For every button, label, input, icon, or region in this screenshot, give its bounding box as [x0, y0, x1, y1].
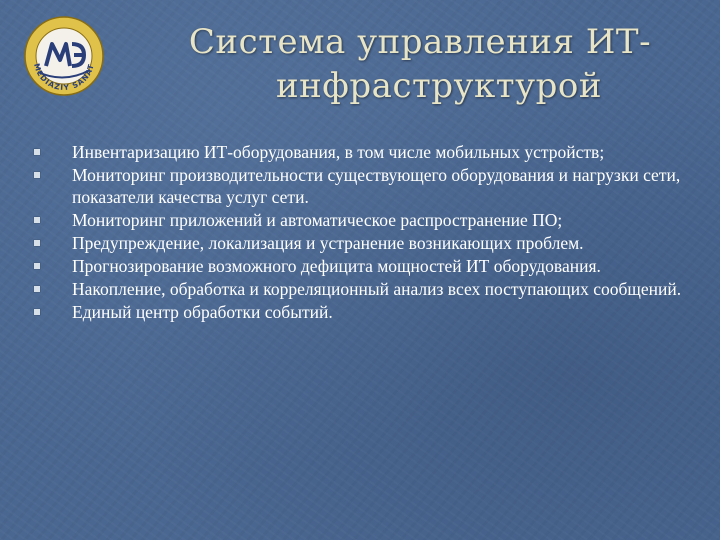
logo-ring-text: MEDIAZIY SANAT	[32, 62, 96, 93]
bullet-square-icon	[34, 263, 40, 269]
bullet-square-icon	[34, 217, 40, 223]
bullet-square-icon	[34, 149, 40, 155]
bullet-text: Мониторинг приложений и автоматическое распространение ПО;	[72, 210, 563, 230]
bullet-item	[34, 301, 694, 323]
bullet-square-icon	[34, 240, 40, 246]
bullet-text: Инвентаризацию ИТ-оборудования, в том числе мобильных устройств;	[72, 142, 605, 162]
bullet-text: Прогнозирование возможного дефицита мощностей ИТ оборудования.	[72, 256, 601, 276]
bullet-item	[34, 232, 694, 254]
slide-title	[150, 20, 690, 108]
bullet-list	[34, 141, 694, 324]
slide-title-line-1: Система управления ИТ-	[188, 22, 652, 62]
bullet-item	[34, 209, 694, 231]
bullet-text: Единый центр обработки событий.	[72, 302, 333, 322]
bullet-square-icon	[34, 286, 40, 292]
university-logo-icon	[22, 14, 106, 98]
bullet-text: Накопление, обработка и корреляционный анализ всех поступающих сообщений.	[72, 279, 682, 299]
bullet-item	[34, 141, 694, 163]
bullet-item	[34, 278, 694, 300]
bullet-square-icon	[34, 172, 40, 178]
bullet-item	[34, 255, 694, 277]
slide-title-line-2: инфраструктурой	[275, 66, 603, 106]
bullet-text: Предупреждение, локализация и устранение возникающих проблем.	[72, 233, 584, 253]
bullet-square-icon	[34, 309, 40, 315]
bullet-text: Мониторинг производительности существующего оборудования и нагрузки сети, показатели качества услуг сети.	[72, 165, 681, 207]
bullet-item	[34, 164, 694, 208]
